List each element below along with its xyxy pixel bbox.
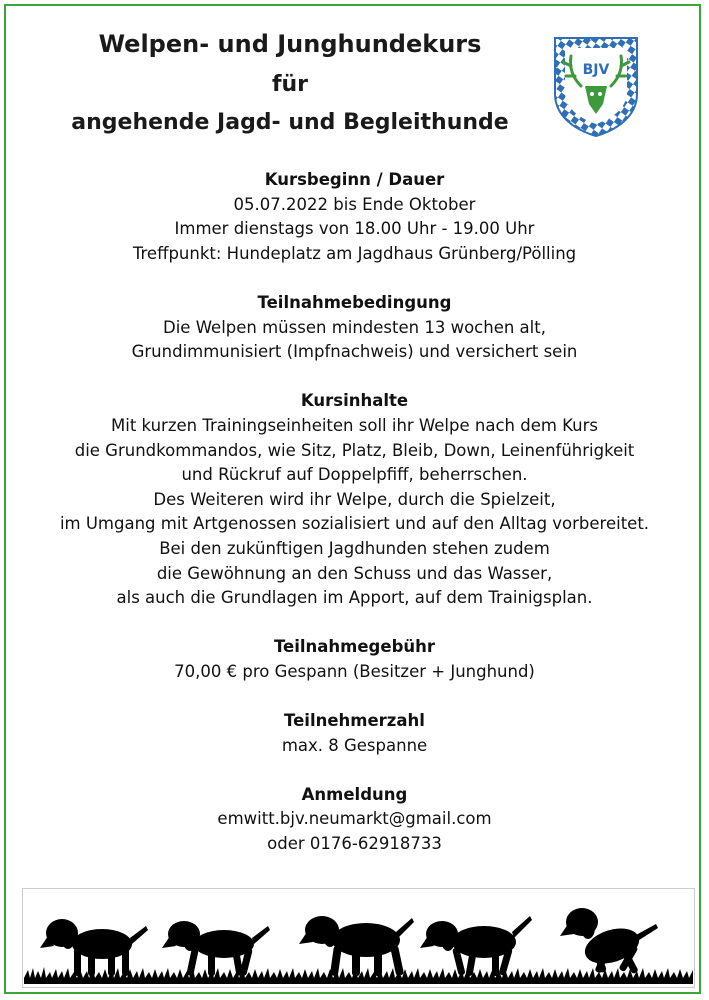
bjv-logo-icon [551, 34, 641, 140]
section-heading: Kursbeginn / Dauer [264, 170, 445, 189]
section-course-start [0, 168, 709, 266]
section-line: max. 8 Gespanne [281, 735, 428, 755]
section-heading: Anmeldung [301, 784, 408, 804]
section-line: Grundimmunisiert (Impfnachweis) und versichert sein [131, 342, 578, 362]
section-heading: Teilnahmebedingung [257, 292, 452, 312]
puppies-banner [22, 888, 695, 988]
section-line: Des Weiteren wird ihr Welpe, durch die Spielzeit, [153, 489, 556, 509]
section-heading: Teilnahmegebühr [273, 637, 436, 657]
section-line: im Umgang mit Artgenossen sozialisiert und auf den Alltag vorbereitet. [59, 514, 650, 534]
title-line-3: angehende Jagd- und Begleithunde [71, 110, 509, 135]
section-line: Bei den zukünftigen Jagdhunden stehen zudem [159, 538, 550, 558]
section-line: 05.07.2022 bis Ende Oktober [233, 194, 476, 214]
section-participants [0, 709, 709, 758]
title-line-1: Welpen- und Junghundekurs [98, 30, 482, 58]
section-line: die Gewöhnung an den Schuss und das Wasser, [156, 563, 553, 583]
section-conditions [0, 291, 709, 365]
section-line: Treffpunkt: Hundeplatz am Jagdhaus Grünberg/Pölling [132, 243, 577, 263]
section-line: Immer dienstags von 18.00 Uhr - 19.00 Uhr [174, 219, 535, 239]
section-content [0, 389, 709, 610]
section-line: als auch die Grundlagen im Apport, auf dem Trainigsplan. [116, 588, 593, 608]
section-registration [0, 783, 709, 857]
title-line-2: für [271, 72, 309, 97]
contact-email: emwitt.bjv.neumarkt@gmail.com [217, 809, 492, 829]
section-line: und Rückruf auf Doppelpfiff, beherrschen. [181, 465, 528, 485]
contact-phone: oder 0176-62918733 [267, 834, 442, 854]
section-fee [0, 635, 709, 684]
section-heading: Kursinhalte [300, 391, 409, 411]
logo-text: BJV [582, 62, 610, 78]
section-line: Mit kurzen Trainingseinheiten soll ihr Welpe nach dem Kurs [111, 415, 598, 435]
content [0, 168, 709, 881]
section-line: 70,00 € pro Gespann (Besitzer + Junghund) [174, 661, 535, 681]
section-line: Die Welpen müssen mindesten 13 wochen alt, [163, 317, 546, 337]
section-heading: Teilnehmerzahl [284, 711, 425, 731]
section-line: die Grundkommandos, wie Sitz, Platz, Bleib, Down, Leinenführigkeit [74, 440, 635, 460]
